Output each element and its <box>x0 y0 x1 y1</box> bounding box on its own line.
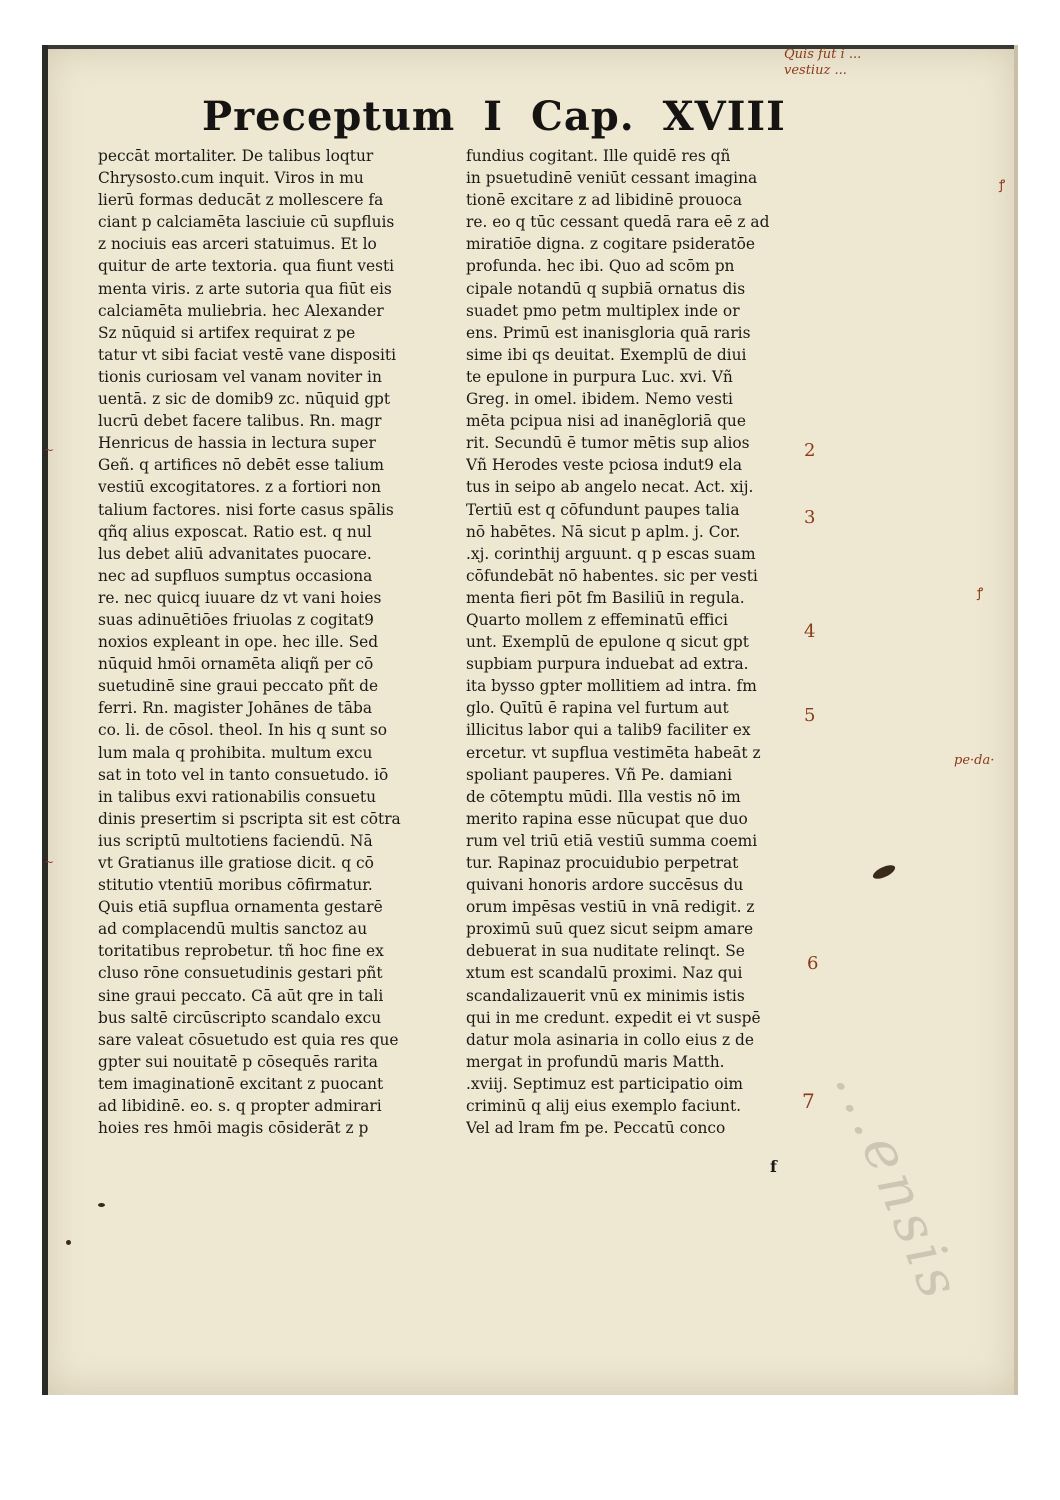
text-line: miratiōe digna. z cogitare psideratōe <box>466 235 756 254</box>
margin-number: 7 <box>802 1089 815 1113</box>
text-line: tatur vt sibi faciat vestē vane dispositi <box>98 345 397 364</box>
text-line: quitur de arte textoria. qua fiunt vesti <box>98 257 395 276</box>
text-line: sime ibi qs deuitat. Exemplū de diui <box>466 345 747 364</box>
text-line: menta fieri pōt fm Basiliū in regula. <box>466 588 745 607</box>
margin-mark: ~ <box>44 443 55 457</box>
text-line: .xviij. Septimuz est participatio oim <box>466 1074 743 1093</box>
margin-number: 2 <box>804 440 816 461</box>
margin-mark: ꝭ <box>977 586 984 601</box>
text-line: menta viris. z arte sutoria qua fiūt eis <box>98 279 392 298</box>
text-line: rit. Secundū ē tumor mētis sup alios <box>466 434 750 453</box>
signature-mark: f <box>770 1157 777 1176</box>
text-line: Henricus de hassia in lectura super <box>98 434 376 453</box>
text-line: toritatibus reprobetur. tñ hoc fine ex <box>98 942 384 961</box>
text-line: ad libidinē. eo. s. q propter admirari <box>98 1097 382 1116</box>
text-line: profunda. hec ibi. Quo ad scōm pn <box>466 257 735 276</box>
text-line: ita bysso gpter mollitiem ad intra. fm <box>466 677 757 696</box>
text-line: unt. Exemplū de epulone q sicut gpt <box>466 633 749 652</box>
text-line: de cōtemptu mūdi. Illa vestis nō im <box>466 787 741 806</box>
text-line: sat in toto vel in tanto consuetudo. iō <box>98 765 389 784</box>
text-line: gpter sui nouitatē p cōsequēs rarita <box>98 1052 378 1071</box>
text-line: ferri. Rn. magister Johānes de tāba <box>98 699 373 718</box>
text-line: suas adinuētiōes friuolas z cogitat9 <box>98 610 374 629</box>
text-line: z nociuis eas arceri statuimus. Et lo <box>98 235 377 254</box>
page-right-edge <box>1014 45 1018 1395</box>
text-line: tionē excitare z ad libidinē prouoca <box>466 191 743 210</box>
heading-numeral: I <box>483 93 503 140</box>
margin-number: 4 <box>804 621 816 642</box>
text-line: hoies res hmōi magis cōsiderāt z p <box>98 1119 369 1138</box>
margin-note-right-far: pe·da· <box>954 753 995 768</box>
text-line: ad complacendū multis sanctoz au <box>98 920 368 939</box>
text-line: scandalizauerit vnū ex minimis istis <box>466 986 745 1005</box>
text-line: stitutio vtentiū moribus cōfirmatur. <box>98 876 373 895</box>
text-line: Greg. in omel. ibidem. Nemo vesti <box>466 390 733 409</box>
text-line: dinis presertim si pscripta sit est cōtra <box>98 809 401 828</box>
page-left-edge <box>42 45 48 1395</box>
text-line: re. nec quicq iuuare dz vt vani hoies <box>98 588 382 607</box>
text-line: glo. Quītū ē rapina vel furtum aut <box>466 699 729 718</box>
text-line: te epulone in purpura Luc. xvi. Vñ <box>466 367 733 386</box>
text-line: lierū formas deducāt z mollescere fa <box>98 191 384 210</box>
text-line: in talibus exvi rationabilis consuetu <box>98 787 377 806</box>
text-line: orum impēsas vestiū in vnā redigit. z <box>466 898 755 917</box>
text-line: qui in me credunt. expedit ei vt suspē <box>466 1008 761 1027</box>
text-line: cluso rōne consuetudinis gestari pñt <box>98 964 383 983</box>
text-line: criminū q alij eius exemplo faciunt. <box>466 1097 742 1116</box>
text-line: calciamēta muliebria. hec Alexander <box>98 301 384 320</box>
text-line: Quis etiā supflua ornamenta gestarē <box>98 898 383 917</box>
text-line: rum vel triū etiā vestiū summa coemi <box>466 831 758 850</box>
text-line: ius scriptū multotiens faciendū. Nā <box>98 831 373 850</box>
margin-number: 5 <box>804 705 816 726</box>
margin-number: 6 <box>807 953 819 974</box>
text-line: fundius cogitant. Ille quidē res qñ <box>466 147 731 165</box>
text-line: ercetur. vt supflua vestimēta habeāt z <box>466 743 761 762</box>
heading-word-cap: Cap. <box>530 93 635 140</box>
text-line: peccāt mortaliter. De talibus loqtur <box>98 147 374 165</box>
margin-number: 3 <box>804 507 816 528</box>
text-line: talium factores. nisi forte casus spālis <box>98 500 394 519</box>
margin-note-top-right <box>784 47 861 79</box>
text-line: Chrysosto.cum inquit. Viros in mu <box>98 169 364 188</box>
text-line: suetudinē sine graui peccato pñt de <box>98 677 379 696</box>
text-line: co. li. de cōsol. theol. In his q sunt so <box>98 721 388 740</box>
margin-note-line: Quis fut i ... <box>784 47 862 62</box>
text-line: nō habētes. Nā sicut p aplm. j. Cor. <box>466 522 741 541</box>
margin-mark: ꝭ <box>999 178 1006 193</box>
text-line: lucrū debet facere talibus. Rn. magr <box>98 412 382 431</box>
page-top-edge <box>42 45 1018 49</box>
text-line: mēta pcipua nisi ad inanēgloriā que <box>466 412 746 431</box>
text-line: bus saltē circūscripto scandalo excu <box>98 1008 382 1027</box>
text-line: merito rapina esse nūcupat que duo <box>466 809 748 828</box>
text-line: spoliant pauperes. Vñ Pe. damiani <box>466 765 733 784</box>
text-line: Tertiū est q cōfundunt paupes talia <box>466 500 740 519</box>
ink-speck <box>98 1203 105 1207</box>
heading-word-preceptum: Preceptum <box>202 93 456 140</box>
text-line: Vñ Herodes veste pciosa indut9 ela <box>466 456 743 475</box>
text-line: Quarto mollem z effeminatū effici <box>466 610 728 629</box>
text-line: datur mola asinaria in collo eius z de <box>466 1030 754 1049</box>
heading-chapter-number: XVIII <box>662 93 786 140</box>
text-line: noxios expleant in ope. hec ille. Sed <box>98 633 379 652</box>
text-line: illicitus labor qui a talib9 faciliter ex <box>466 721 751 740</box>
text-line: qñq alius exposcat. Ratio est. q nul <box>98 522 372 541</box>
text-line: tionis curiosam vel vanam noviter in <box>98 367 382 386</box>
text-line: tem imaginationē excitant z puocant <box>98 1074 384 1093</box>
margin-note-line: vestiuz ... <box>784 63 847 78</box>
text-line: Sz nūquid si artifex requirat z pe <box>98 323 356 342</box>
text-line: uentā. z sic de domib9 zc. nūquid gpt <box>98 390 391 409</box>
text-line: re. eo q tūc cessant quedā rara eē z ad <box>466 213 770 232</box>
text-line: supbiam purpura induebat ad extra. <box>466 655 749 674</box>
running-heading <box>202 93 842 140</box>
library-watermark: ...ensis <box>821 1060 975 1313</box>
text-column-left <box>98 145 458 1139</box>
scanned-page <box>42 45 1018 1395</box>
text-line: debuerat in sua nuditate relinqt. Se <box>466 942 745 961</box>
text-line: tus in seipo ab angelo necat. Act. xij. <box>466 478 754 497</box>
text-line: quivani honoris ardore succēsus du <box>466 876 744 895</box>
text-line: nec ad supfluos sumptus occasiona <box>98 566 373 585</box>
text-line: .xj. corinthij arguunt. q p escas suam <box>466 544 756 563</box>
text-column-right <box>466 145 826 1139</box>
text-line: ens. Primū est inanisgloria quā raris <box>466 323 751 342</box>
text-line: suadet pmo petm multiplex inde or <box>466 301 740 320</box>
text-line: tur. Rapinaz procuidubio perpetrat <box>466 854 739 872</box>
text-line: ciant p calciamēta lasciuie cū supfluis <box>98 213 395 232</box>
text-line: Vel ad lram fm pe. Peccatū conco <box>466 1119 726 1138</box>
text-line: in psuetudinē veniūt cessant imagina <box>466 169 758 188</box>
text-line: mergat in profundū maris Matth. <box>466 1052 725 1071</box>
margin-mark: ~ <box>44 855 55 869</box>
text-line: sare valeat cōsuetudo est quia res que <box>98 1030 399 1049</box>
text-line: sine graui peccato. Cā aūt qre in tali <box>98 986 384 1005</box>
text-line: lum mala q prohibita. multum excu <box>98 743 373 762</box>
text-line: xtum est scandalū proximi. Naz qui <box>466 964 743 983</box>
text-line: Geñ. q artifices nō debēt esse talium <box>98 456 384 475</box>
text-line: proximū suū quez sicut seipm amare <box>466 920 754 939</box>
text-line: vestiū excogitatores. z a fortiori non <box>98 478 382 497</box>
ink-speck <box>66 1240 71 1245</box>
text-line: cōfundebāt nō habentes. sic per vesti <box>466 566 758 585</box>
text-line: lus debet aliū advanitates puocare. <box>98 544 372 563</box>
text-line: nūquid hmōi ornamēta aliqñ per cō <box>98 655 374 674</box>
text-line: vt Gratianus ille gratiose dicit. q cō <box>98 854 374 872</box>
ink-blot <box>871 862 897 881</box>
text-line: cipale notandū q supbiā ornatus dis <box>466 279 746 298</box>
